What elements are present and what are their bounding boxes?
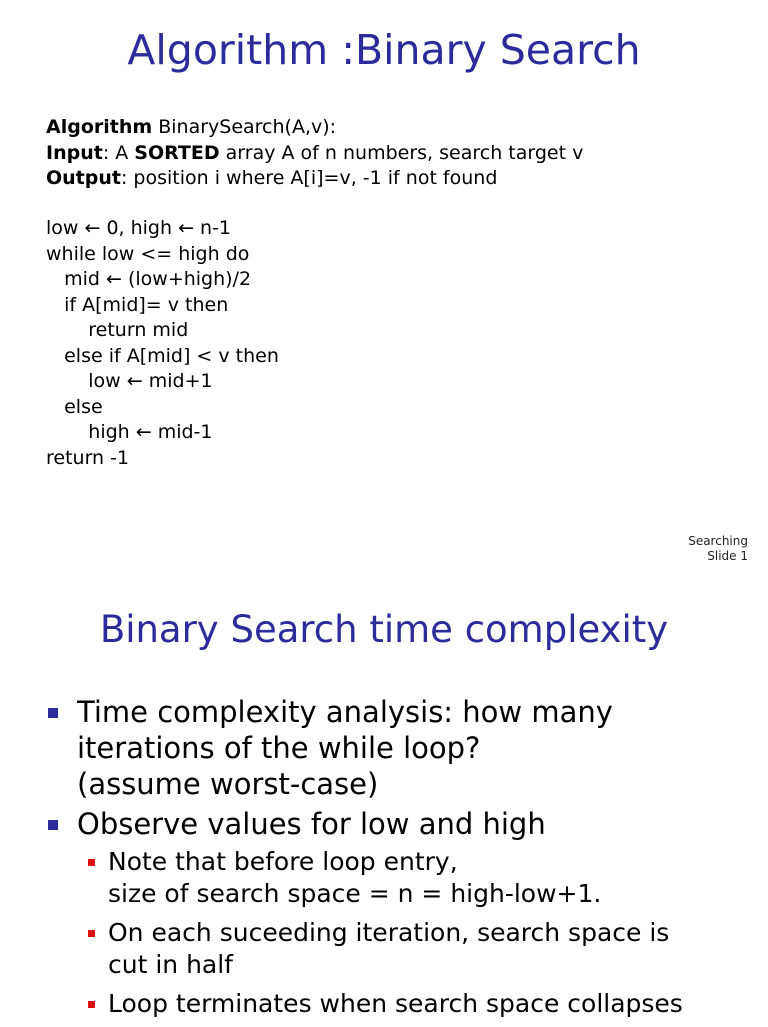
code-line: if A[mid]= v then (46, 293, 229, 316)
keyword-input: Input (46, 141, 103, 164)
bullet-item (46, 694, 758, 802)
code-line: else if A[mid] < v then (46, 344, 279, 367)
keyword-algorithm: Algorithm (46, 116, 153, 138)
slide-footer (688, 534, 748, 564)
bullet-line: Time complexity analysis: how many (77, 695, 613, 729)
keyword-sorted: SORTED (134, 141, 220, 164)
keyword-output: Output (46, 167, 121, 189)
bullet-line: (assume worst-case) (77, 767, 379, 801)
bullet-item (46, 806, 758, 842)
slide-2-title: Binary Search time complexity (99, 608, 669, 651)
code-line: while low <= high do (46, 242, 250, 265)
code-line: return -1 (46, 446, 130, 469)
sub-bullet-item (46, 917, 758, 981)
code-line: high ← mid-1 (46, 421, 213, 443)
algorithm-signature: BinarySearch(A,v): (152, 116, 337, 138)
code-line: low ← mid+1 (46, 370, 213, 392)
input-line (46, 141, 583, 167)
bullet-line: iterations of the while loop? (77, 731, 481, 765)
square-sub-bullet-icon (88, 859, 95, 866)
slide-2 (0, 578, 768, 1024)
footer-slide-number: Slide 1 (707, 549, 748, 563)
code-line: low ← 0, high ← n-1 (46, 217, 232, 239)
bullet-list (46, 694, 758, 1027)
bullet-line: Loop terminates when search space collapses (108, 989, 683, 1018)
slide-1-title: Algorithm :Binary Search (127, 26, 641, 74)
algorithm-header (46, 115, 583, 192)
output-text: : position i where A[i]=v, -1 if not found (120, 167, 498, 189)
bullet-line: size of search space = n = high-low+1. (108, 879, 602, 908)
input-text-a: : A (102, 141, 135, 164)
code-line: mid ← (low+high)/2 (46, 268, 252, 290)
code-line: return mid (46, 319, 189, 341)
input-text-b: array A of n numbers, search target v (219, 141, 584, 164)
bullet-line: Note that before loop entry, (108, 847, 458, 876)
algorithm-name-line (46, 115, 583, 141)
pseudocode (46, 216, 279, 471)
footer-section: Searching (688, 534, 748, 548)
sub-bullet-item (46, 988, 758, 1020)
square-bullet-icon (48, 820, 58, 830)
sub-bullet-item (46, 846, 758, 910)
code-line: else (46, 395, 103, 418)
square-sub-bullet-icon (88, 1001, 95, 1008)
bullet-line: Observe values for low and high (77, 807, 546, 841)
bullet-line: cut in half (108, 950, 233, 979)
bullet-line: On each suceeding iteration, search space is (108, 918, 670, 947)
square-sub-bullet-icon (88, 930, 95, 937)
output-line (46, 166, 583, 192)
square-bullet-icon (48, 708, 58, 718)
